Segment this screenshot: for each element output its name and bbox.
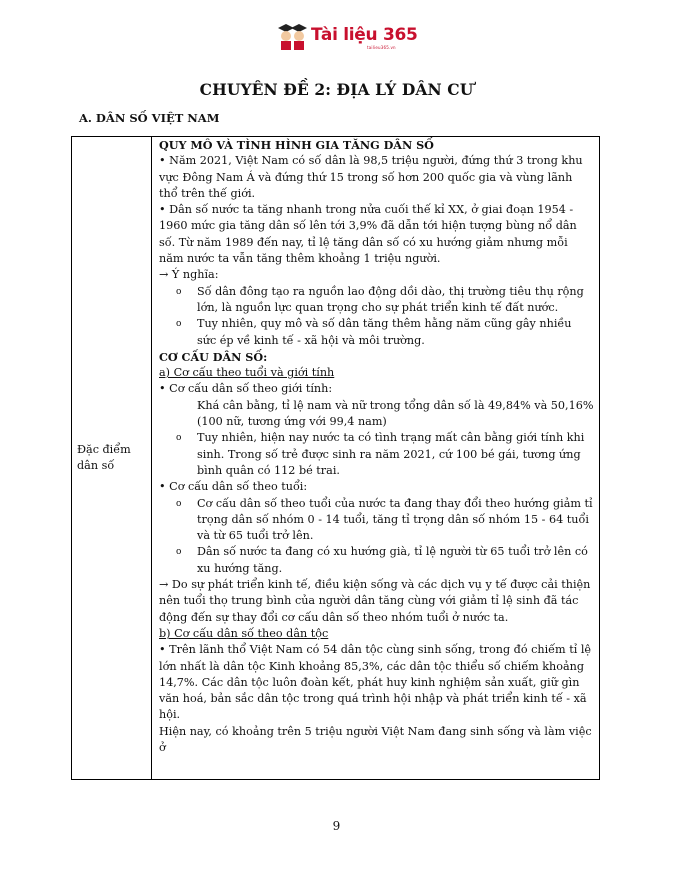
logo-wordmark: Tài liệu 365 bbox=[311, 25, 418, 45]
age-structure-label: • Cơ cấu dân số theo tuổi: bbox=[159, 480, 308, 494]
paragraph-overseas: Hiện nay, có khoảng trên 5 triệu người Việt Nam đang sinh sống và làm việc ở bbox=[159, 724, 592, 754]
table-row bbox=[72, 137, 600, 780]
row-label: Đặc điểm dân số bbox=[77, 442, 131, 472]
circle-bullet-icon: o bbox=[176, 319, 182, 330]
heading-structure: CƠ CẤU DÂN SỐ: bbox=[159, 349, 268, 364]
paragraph-cause: → Do sự phát triển kinh tế, điều kiện sống và các dịch vụ y tế được cải thiện nên tuổi thọ trung bình của người dân tăng cùng với giảm tỉ lệ sinh đã tác động đến sự thay đổi cơ cấu dân số theo nhóm tuổi ở nước ta. bbox=[159, 578, 591, 624]
circle-bullet-icon: o bbox=[176, 498, 182, 509]
heading-scale-growth: QUY MÔ VÀ TÌNH HÌNH GIA TĂNG DÂN SỐ bbox=[159, 138, 434, 152]
circle-bullet-icon: o bbox=[176, 286, 182, 297]
list-item: o Tuy nhiên, hiện nay nước ta có tình trạng mất cân bằng giới tính khi sinh. Trong số trẻ được sinh ra năm 2021, cứ 100 bé gái, tương ứng bình quân có 112 bé trai. bbox=[176, 431, 585, 477]
list-item: o Cơ cấu dân số theo tuổi của nước ta đang thay đổi theo hướng giảm tỉ trọng dân số nhóm 0 - 14 tuổi, tăng tỉ trọng dân số nhóm 15 - 64 tuổi và từ 65 tuổi trở lên. bbox=[176, 496, 593, 543]
content-cell bbox=[152, 137, 600, 780]
graduation-students-icon bbox=[277, 22, 309, 50]
list-item: o Số dân đông tạo ra nguồn lao động dồi dào, thị trường tiêu thụ rộng lớn, là nguồn lực quan trọng cho sự phát triển kinh tế đất nước. bbox=[176, 284, 584, 314]
circle-bullet-icon: o bbox=[176, 547, 182, 558]
gender-structure-label: • Cơ cấu dân số theo giới tính: bbox=[159, 382, 333, 396]
subheading-ethnicity: b) Cơ cấu dân số theo dân tộc bbox=[159, 626, 329, 640]
list-item: o Tuy nhiên, quy mô và số dân tăng thêm hằng năm cũng gây nhiều sức ép về kinh tế - xã hội và môi trường. bbox=[176, 317, 572, 347]
logo-subtext: tailieu365.vn bbox=[367, 45, 396, 50]
tailieu365-logo bbox=[277, 18, 418, 54]
list-item: o Dân số nước ta đang có xu hướng già, tỉ lệ người từ 65 tuổi trở lên có xu hướng tăng. bbox=[176, 545, 588, 575]
subheading-age-gender: a) Cơ cấu theo tuổi và giới tính bbox=[159, 366, 335, 380]
chapter-title: CHUYÊN ĐỀ 2: ĐỊA LÝ DÂN CƯ bbox=[199, 80, 474, 99]
circle-bullet-icon: o bbox=[176, 433, 182, 444]
population-table bbox=[71, 136, 600, 780]
row-label-cell bbox=[72, 137, 152, 780]
page-number: 9 bbox=[332, 819, 341, 833]
paragraph-population-2021: • Năm 2021, Việt Nam có số dân là 98,5 triệu người, đứng thứ 3 trong khu vực Đông Nam Á và đứng thứ 15 trong số hơn 200 quốc gia và vùng lãnh thổ trên thế giới. bbox=[159, 154, 583, 200]
paragraph-ethnic-groups: • Trên lãnh thổ Việt Nam có 54 dân tộc cùng sinh sống, trong đó chiếm tỉ lệ lớn nhất là dân tộc Kinh khoảng 85,3%, các dân tộc thiểu số chiếm khoảng 14,7%. Các dân tộc luôn đoàn kết, phát huy kinh nghiệm sản xuất, giữ gìn văn hoá, bản sắc dân tộc trong quá trình hội nhập và phát triển kinh tế - xã hội. bbox=[159, 643, 592, 722]
section-heading: A. DÂN SỐ VIỆT NAM bbox=[79, 111, 220, 125]
indented-text: Khá cân bằng, tỉ lệ nam và nữ trong tổng dân số là 49,84% và 50,16% (100 nữ, tương ứng với 99,4 nam) bbox=[197, 398, 594, 429]
paragraph-growth: • Dân số nước ta tăng nhanh trong nửa cuối thế kỉ XX, ở giai đoạn 1954 - 1960 mức gia tăng dân số lên tới 3,9% đã dẫn tới hiện tượng bùng nổ dân số. Từ năm 1989 đến nay, tỉ lệ tăng dân số có xu hướng giảm nhưng mỗi năm nước ta vẫn tăng thêm khoảng 1 triệu người. bbox=[159, 203, 577, 266]
meaning-label: → Ý nghĩa: bbox=[159, 268, 219, 282]
